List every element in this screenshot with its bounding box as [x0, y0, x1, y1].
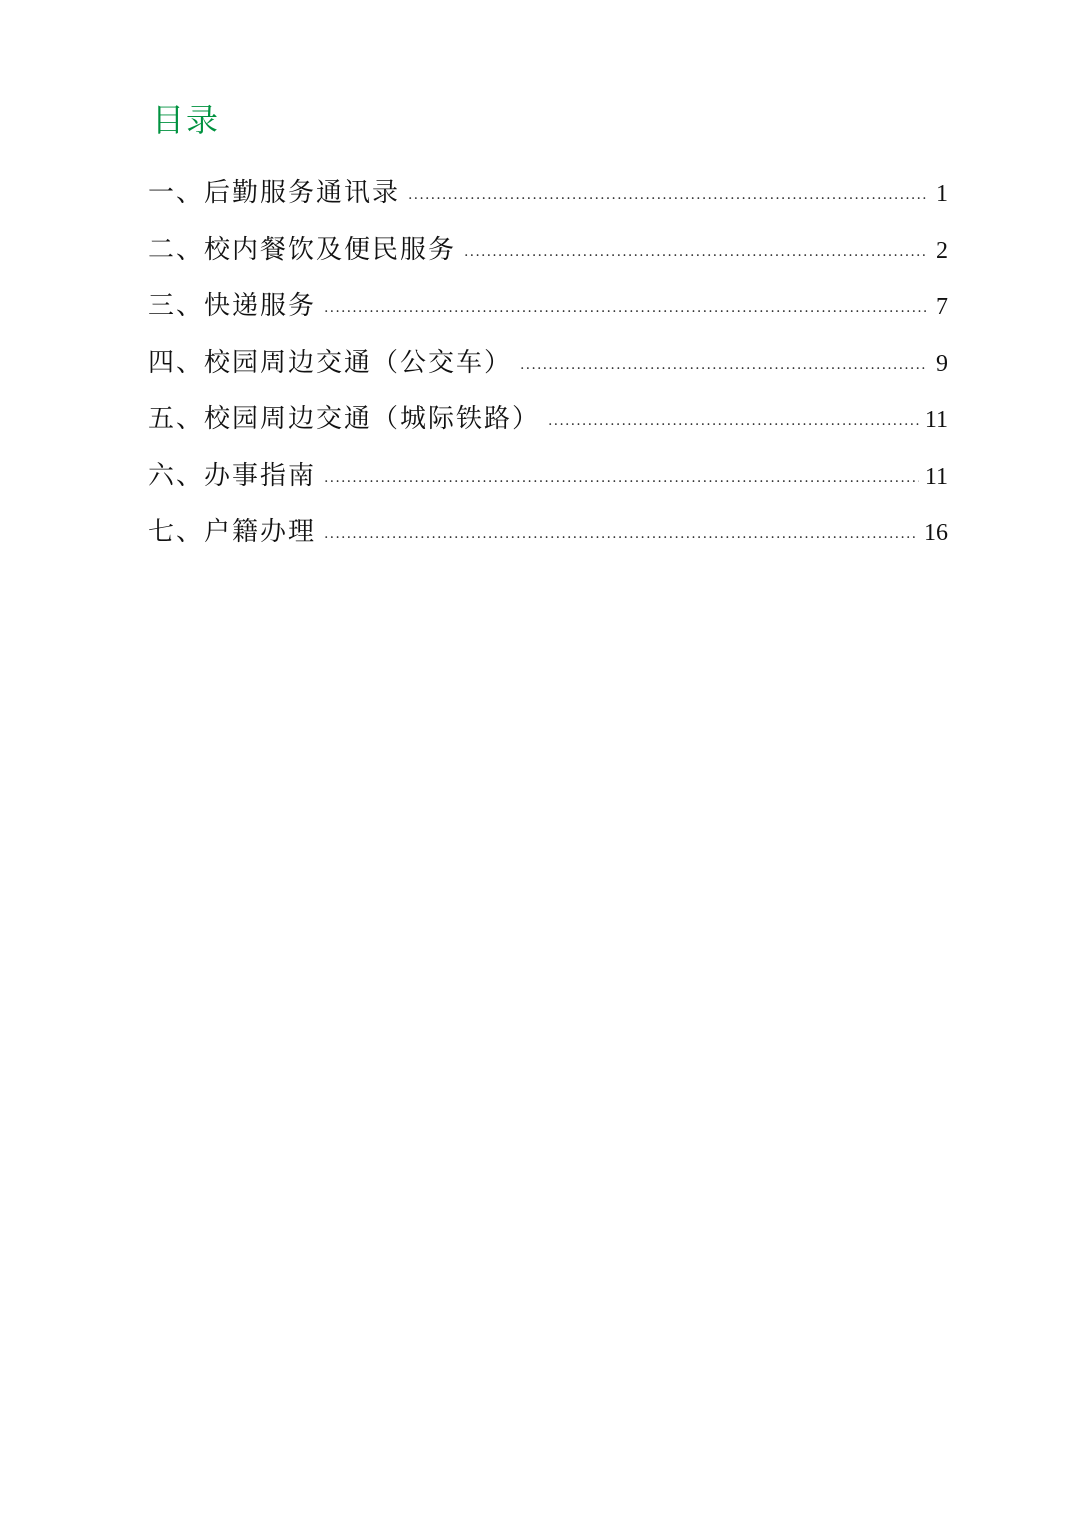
- toc-entry[interactable]: [148, 451, 948, 508]
- toc-dot-leader: [464, 227, 928, 277]
- toc-entry-label: 三、快递服务: [148, 291, 317, 321]
- toc-title: 目录: [152, 101, 221, 139]
- toc-entry-page: 11: [924, 407, 948, 433]
- toc-entry[interactable]: [148, 168, 948, 225]
- toc-entry-page: 11: [924, 463, 948, 490]
- toc-dot-leader: [408, 170, 928, 220]
- toc-entry-label: 六、办事指南: [148, 460, 317, 491]
- toc-entry[interactable]: [148, 338, 948, 395]
- toc-entry-label: 五、校园周边交通（城际铁路）: [148, 404, 541, 434]
- toc-dot-leader: [520, 340, 928, 390]
- toc-entry-label: 四、校园周边交通（公交车）: [148, 347, 513, 378]
- toc-entry-page: 2: [936, 237, 948, 264]
- toc-entry-page: 16: [924, 520, 948, 546]
- toc-entry[interactable]: [148, 225, 948, 282]
- toc-entry-page: 1: [936, 181, 948, 207]
- toc-dot-leader: [324, 283, 928, 333]
- toc-list: [148, 168, 948, 564]
- toc-entry-page: 9: [936, 350, 948, 377]
- toc-dot-leader: [324, 509, 918, 559]
- toc-dot-leader: [324, 453, 919, 503]
- toc-entry[interactable]: [148, 507, 948, 564]
- toc-entry-label: 七、户籍办理: [148, 517, 317, 547]
- toc-entry[interactable]: [148, 394, 948, 451]
- toc-entry-label: 二、校内餐饮及便民服务: [148, 234, 457, 265]
- toc-entry-page: 7: [936, 294, 948, 320]
- toc-dot-leader: [548, 396, 919, 446]
- toc-entry[interactable]: [148, 281, 948, 338]
- toc-entry-label: 一、后勤服务通讯录: [148, 178, 401, 208]
